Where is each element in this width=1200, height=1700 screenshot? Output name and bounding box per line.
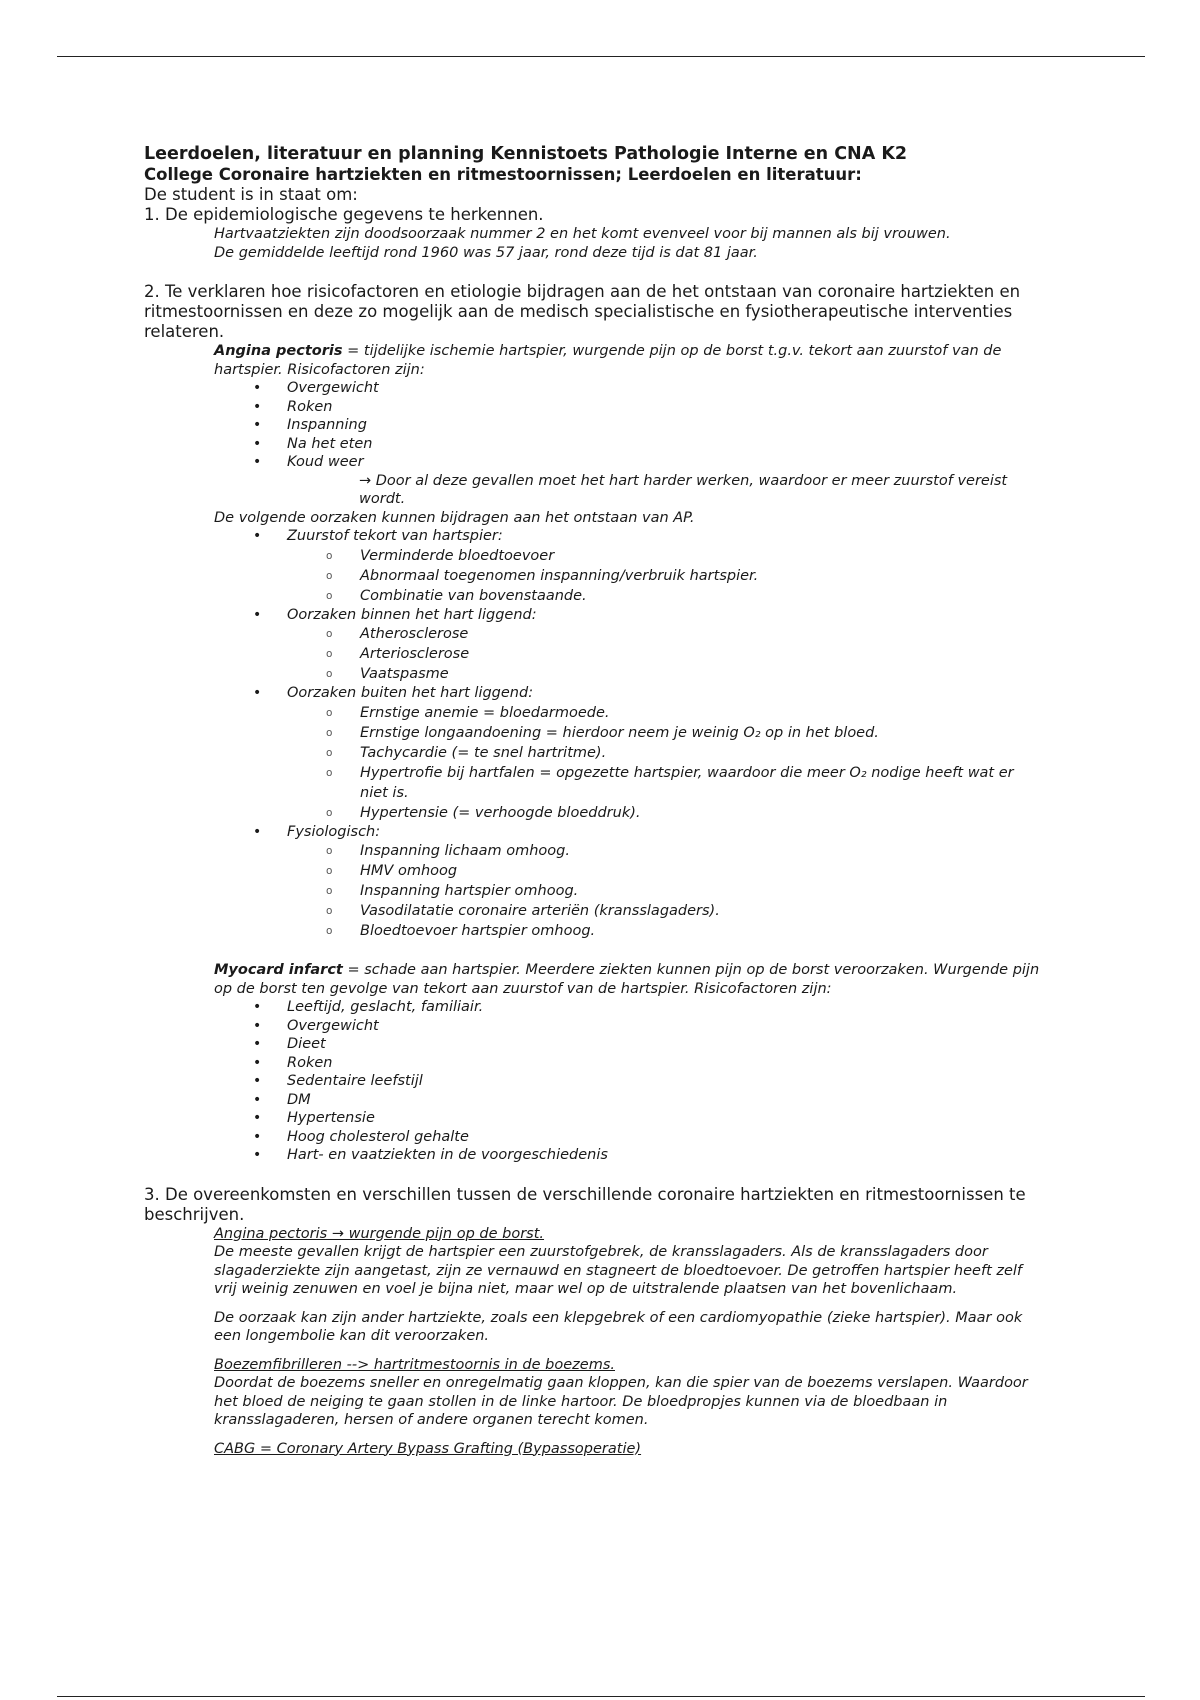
myocard-risk-list bbox=[144, 998, 1044, 1165]
list-item: • Dieet bbox=[144, 1035, 1044, 1054]
goal1-line: De gemiddelde leeftijd rond 1960 was 57 jaar, rond deze tijd is dat 81 jaar. bbox=[214, 244, 758, 261]
sub-list-item: o Ernstige anemie = bloedarmoede. bbox=[144, 703, 1044, 723]
top-rule bbox=[57, 56, 1145, 57]
cause-label: Zuurstof tekort van hartspier: bbox=[287, 528, 503, 544]
document-title: Leerdoelen, literatuur en planning Kennistoets Pathologie Interne en CNA K2 bbox=[144, 144, 908, 164]
sub-list-item: o Ernstige longaandoening = hierdoor neem je weinig O₂ op in het bloed. bbox=[144, 723, 1044, 743]
myocard-def-text: = schade aan hartspier. Meerdere ziekten kunnen pijn op de borst veroorzaken. Wurgende pijn op de borst ten gevolge van tekort aan zuurstof van de hartspier. Risicofactoren zijn: bbox=[214, 962, 1040, 997]
sub-list-item: o Combinatie van bovenstaande. bbox=[144, 586, 1044, 606]
list-item: • Inspanning bbox=[144, 416, 1044, 435]
angina-definition bbox=[214, 342, 1044, 379]
sub-list-item: o Vaatspasme bbox=[144, 664, 1044, 684]
list-item: • Koud weer bbox=[144, 453, 1044, 472]
list-item: • Hoog cholesterol gehalte bbox=[144, 1128, 1044, 1147]
bottom-rule bbox=[57, 1696, 1145, 1697]
sub-list-item: o Atherosclerose bbox=[144, 624, 1044, 644]
goal2-title: 2. Te verklaren hoe risicofactoren en etiologie bijdragen aan de het ontstaan van coronaire hartziekten en ritmestoornissen en deze zo mogelijk aan de medisch specialistische en fysiotherapeutische interventies relateren. bbox=[144, 282, 1021, 341]
sub-list-item: o HMV omhoog bbox=[144, 861, 1044, 881]
angina-def-text: = tijdelijke ischemie hartspier, wurgende pijn op de borst t.g.v. tekort aan zuurstof van de hartspier. Risicofactoren zijn: bbox=[214, 343, 1002, 378]
angina-risk-list bbox=[144, 379, 1044, 472]
list-item bbox=[144, 606, 1044, 685]
causes-intro: De volgende oorzaken kunnen bijdragen aan het ontstaan van AP. bbox=[214, 509, 695, 526]
myocard-term: Myocard infarct bbox=[214, 962, 343, 978]
sub-list-item: o Arteriosclerose bbox=[144, 644, 1044, 664]
sub-list-item: o Hypertensie (= verhoogde bloeddruk). bbox=[144, 803, 1044, 823]
list-item: • Sedentaire leefstijl bbox=[144, 1072, 1044, 1091]
sub-list-item: o Vasodilatatie coronaire arteriën (kransslagaders). bbox=[144, 901, 1044, 921]
angina-arrow-note: → Door al deze gevallen moet het hart harder werken, waardoor er meer zuurstof vereist wordt. bbox=[359, 472, 1008, 507]
list-item: • Roken bbox=[144, 398, 1044, 417]
goal1-line: Hartvaatziekten zijn doodsoorzaak nummer 2 en het komt evenveel voor bij mannen als bij vrouwen. bbox=[214, 226, 951, 242]
list-item bbox=[144, 823, 1044, 942]
angina-heading: Angina pectoris → wurgende pijn op de borst. bbox=[214, 1225, 545, 1242]
cause-label: Fysiologisch: bbox=[287, 823, 381, 840]
document-subtitle: College Coronaire hartziekten en ritmestoornissen; Leerdoelen en literatuur: bbox=[144, 165, 862, 184]
list-item bbox=[144, 527, 1044, 606]
boezemfibrilleren-text: Doordat de boezems sneller en onregelmatig gaan kloppen, kan die spier van de boezems verslapen. Waardoor het bloed de neiging te gaan stollen in de linke hartoor. De bloedpropjes kunnen via de bloedbaan in kransslagaderen, hersen of andere organen terecht komen. bbox=[214, 1375, 1028, 1428]
sub-list-item: o Hypertrofie bij hartfalen = opgezette hartspier, waardoor die meer O₂ nodige heeft wat er niet is. bbox=[144, 763, 1044, 803]
angina-term: Angina pectoris bbox=[214, 343, 343, 359]
document-body bbox=[144, 143, 1044, 1458]
angina-text: De meeste gevallen krijgt de hartspier een zuurstofgebrek, de kransslagaders. Als de kransslagaders door slagaderziekte zijn aangetast, zijn ze vernauwd en stagneert de bloedtoevoer. De getroffen hartspier heeft zelf vrij weinig zenuwen en voel je bijna niet, maar wel op de uitstralende plaatsen van het bovenlichaam. bbox=[214, 1244, 1023, 1297]
myocard-definition bbox=[214, 961, 1044, 998]
list-item: • Overgewicht bbox=[144, 1017, 1044, 1036]
list-item: • Hypertensie bbox=[144, 1109, 1044, 1128]
sub-list-item: o Bloedtoevoer hartspier omhoog. bbox=[144, 921, 1044, 941]
cause-label: Oorzaken buiten het hart liggend: bbox=[287, 685, 534, 701]
causes-list bbox=[144, 527, 1044, 941]
list-item: • Leeftijd, geslacht, familiair. bbox=[144, 998, 1044, 1017]
cause-label: Oorzaken binnen het hart liggend: bbox=[287, 606, 537, 623]
sub-list-item: o Abnormaal toegenomen inspanning/verbruik hartspier. bbox=[144, 566, 1044, 586]
list-item: • Overgewicht bbox=[144, 379, 1044, 398]
sub-list-item: o Tachycardie (= te snel hartritme). bbox=[144, 743, 1044, 763]
boezemfibrilleren-heading: Boezemfibrilleren --> hartritmestoornis in de boezems. bbox=[214, 1356, 615, 1373]
goal1-title: 1. De epidemiologische gegevens te herkennen. bbox=[144, 205, 544, 224]
cabg-heading: CABG = Coronary Artery Bypass Grafting (Bypassoperatie) bbox=[214, 1440, 642, 1457]
sub-list-item: o Verminderde bloedtoevoer bbox=[144, 546, 1044, 566]
list-item: • Hart- en vaatziekten in de voorgeschiedenis bbox=[144, 1146, 1044, 1165]
sub-list-item: o Inspanning hartspier omhoog. bbox=[144, 881, 1044, 901]
angina-text-2: De oorzaak kan zijn ander hartziekte, zoals een klepgebrek of een cardiomyopathie (zieke hartspier). Maar ook een longembolie kan dit veroorzaken. bbox=[214, 1309, 1023, 1344]
goal3-title: 3. De overeenkomsten en verschillen tussen de verschillende coronaire hartziekten en ritmestoornissen te beschrijven. bbox=[144, 1184, 1026, 1224]
list-item: • Roken bbox=[144, 1054, 1044, 1073]
intro-text: De student is in staat om: bbox=[144, 185, 358, 204]
list-item: • Na het eten bbox=[144, 435, 1044, 454]
list-item: • DM bbox=[144, 1091, 1044, 1110]
list-item bbox=[144, 684, 1044, 823]
sub-list-item: o Inspanning lichaam omhoog. bbox=[144, 841, 1044, 861]
